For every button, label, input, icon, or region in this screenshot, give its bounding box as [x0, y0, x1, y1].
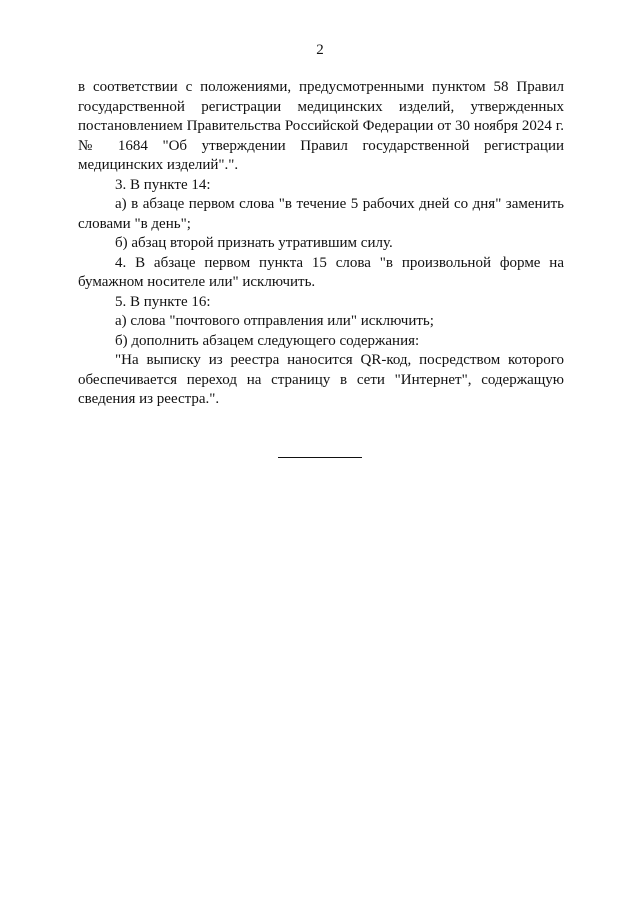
paragraph-item-3b: б) абзац второй признать утратившим силу.	[115, 235, 393, 251]
page-number: 2	[316, 42, 324, 58]
paragraph-item-3: 3. В пункте 14:	[115, 176, 211, 193]
paragraph-item-4: 4. В абзаце первом пункта 15 слова "в произвольной форме на бумажном носителе или" исключить.	[78, 254, 564, 290]
paragraph-item-3a: а) в абзаце первом слова "в течение 5 рабочих дней со дня" заменить словами "в день";	[78, 196, 564, 232]
paragraph-quoted-addition: "На выписку из реестра наносится QR-код, посредством которого обеспечивается переход на страницу в сети "Интернет", содержащую сведения из реестра.".	[78, 352, 564, 407]
paragraph-continuation: в соответствии с положениями, предусмотренными пунктом 58 Правил государственной регистрации медицинских изделий, утвержденных постановлением Правительства Российской Федерации от 30 ноября 2024 г. № 1684 "Об утверждении Правил государственной регистрации медицинских изделий".".	[78, 79, 564, 173]
closing-divider	[278, 457, 362, 458]
paragraph-item-5a: а) слова "почтового отправления или" исключить;	[115, 313, 434, 329]
document-body	[78, 78, 564, 410]
paragraph-item-5: 5. В пункте 16:	[115, 293, 211, 310]
paragraph-item-5b: б) дополнить абзацем следующего содержания:	[115, 332, 420, 349]
